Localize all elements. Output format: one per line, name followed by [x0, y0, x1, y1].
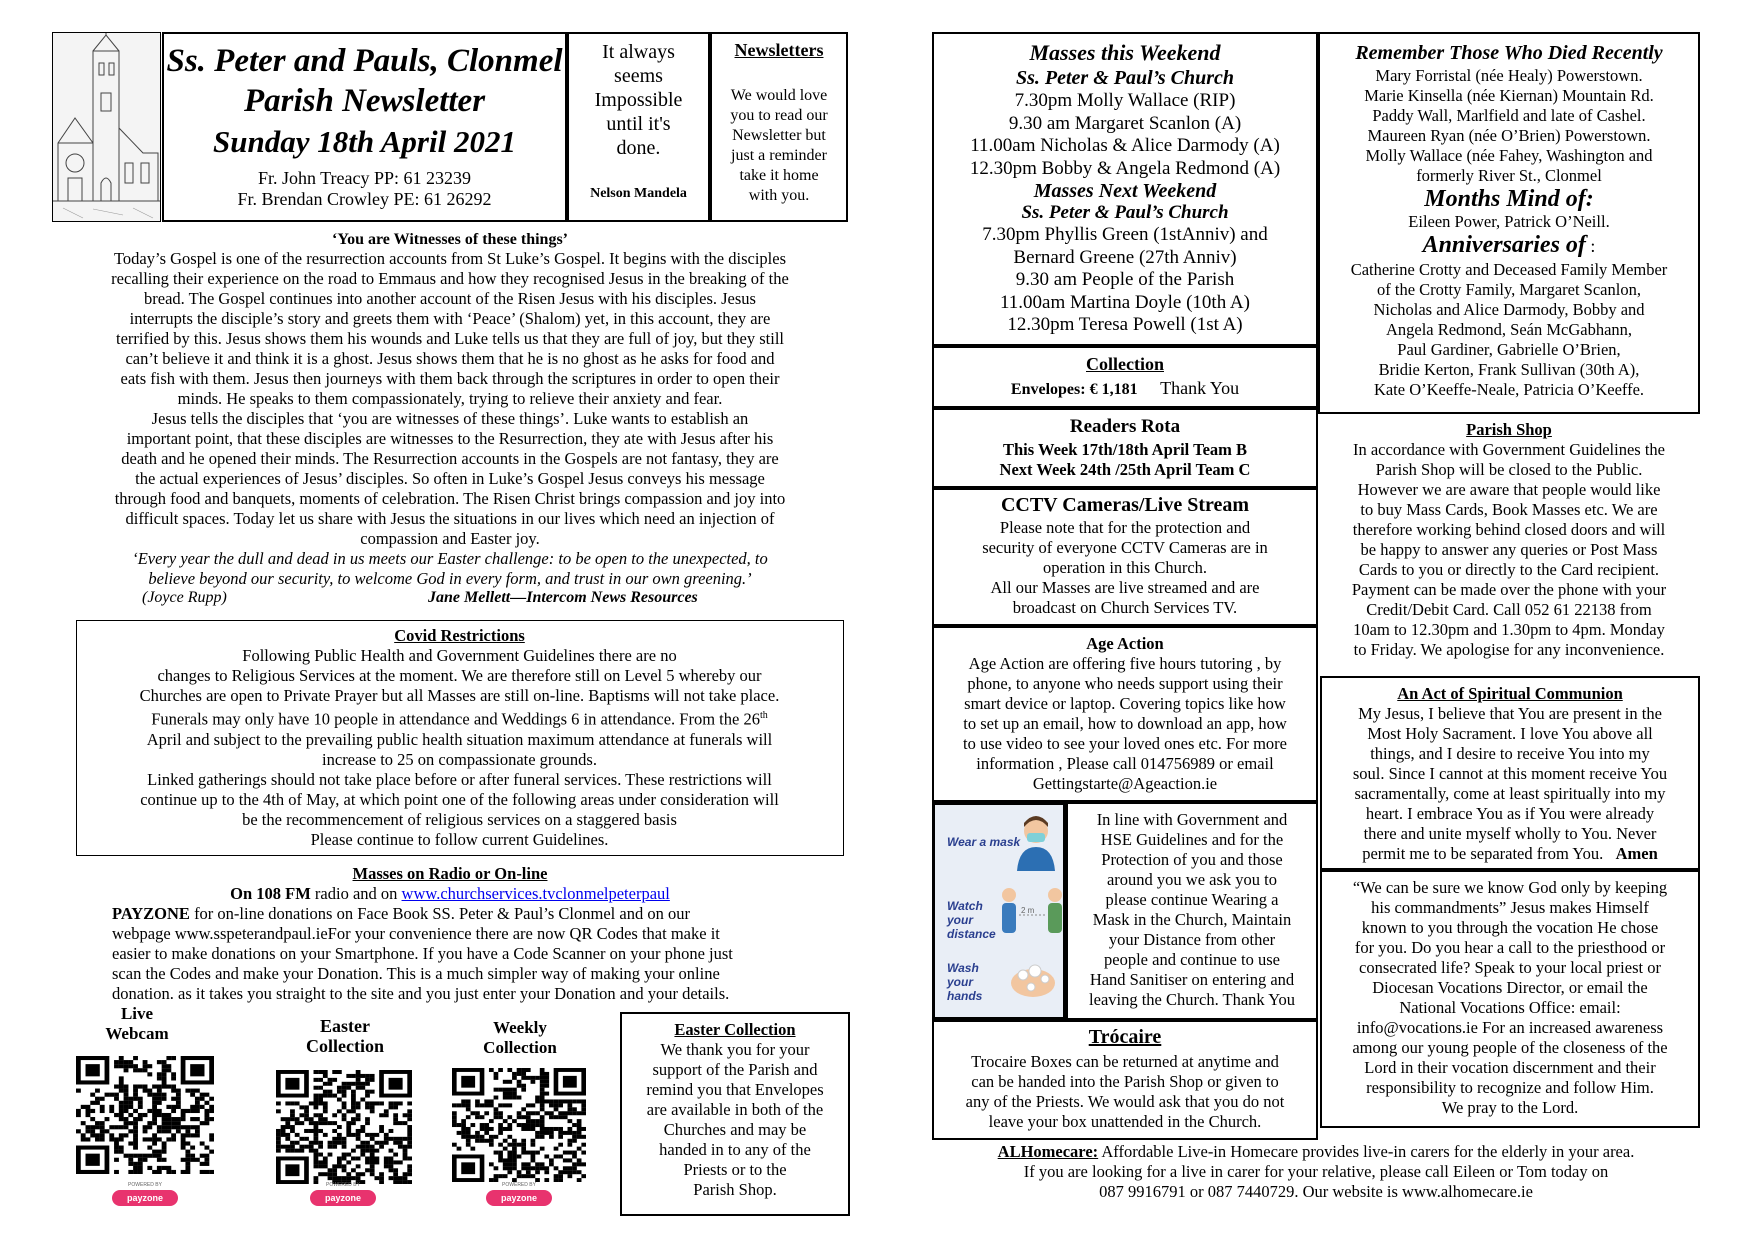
gospel-title: ‘You are Witnesses of these things’: [331, 231, 568, 248]
text-line: phone, to anyone who needs support using their: [967, 674, 1283, 693]
vocations-box: [1320, 870, 1700, 1128]
newsletters-title: Newsletters: [734, 40, 824, 60]
text-line: of the Crotty Family, Margaret Scanlon,: [1377, 280, 1641, 299]
text-line: webpage www.sspeterandpaul.ieFor your convenience there are now QR Codes that make it: [112, 924, 720, 943]
gospel-reflection: [52, 249, 848, 589]
label-line: Collection: [483, 1038, 557, 1057]
distance-label: 2 m: [1021, 906, 1035, 915]
text-line: Maureen Ryan (née O’Brien) Powerstown.: [1367, 126, 1651, 145]
collection-line: [934, 378, 1316, 399]
payzone-text: [112, 904, 812, 1004]
anniversaries-heading: [1320, 232, 1698, 259]
masses-title: Masses this Weekend: [1029, 40, 1221, 65]
newsletters-box: [710, 32, 848, 222]
trocaire-title: Trócaire: [1088, 1026, 1162, 1048]
text-line: smart device or laptop. Covering topics like how: [964, 694, 1286, 713]
text-line: things, and I desire to receive You into my: [1370, 744, 1650, 763]
age-action-box: [932, 626, 1318, 802]
text-line: be happy to answer any queries or Post Mass: [1360, 540, 1658, 559]
newsletter-date: Sunday 18th April 2021: [213, 124, 516, 159]
anniversaries-title: Anniversaries of: [1422, 232, 1586, 258]
text-line: operation in this Church.: [1042, 558, 1208, 577]
text-line: Hand Sanitiser on entering and: [1089, 970, 1295, 989]
collection-box: [932, 346, 1318, 408]
brand-text: payzone: [500, 1193, 537, 1203]
qr-code-easter[interactable]: [276, 1070, 412, 1184]
text-line: his commandments” Jesus makes Himself: [1371, 898, 1649, 917]
covid-text: [81, 646, 838, 850]
powered-by-text: POWERED BY: [326, 1182, 360, 1188]
qr-code-weekly[interactable]: [452, 1068, 586, 1182]
gospel-source: Jane Mellett—Intercom News Resources: [428, 589, 698, 606]
text-line: Bridie Kerton, Frank Sullivan (30th A),: [1378, 360, 1640, 379]
readers-title: Readers Rota: [1069, 416, 1181, 437]
label-text: Wash your hands: [947, 961, 983, 1003]
label-line: Weekly: [493, 1018, 547, 1037]
anniversaries-list: [1320, 260, 1698, 400]
text-line: Protection of you and those: [1101, 850, 1283, 869]
qr-label-easter: [280, 1016, 410, 1056]
parish-shop-section: [1318, 418, 1700, 674]
age-action-text: [934, 654, 1316, 794]
parish-title: Ss. Peter and Pauls, Clonmel: [166, 43, 563, 79]
payzone-logo: [112, 1190, 178, 1206]
text-line: [81, 706, 838, 730]
spiritual-communion-box: [1320, 676, 1700, 870]
text-line: Parish Shop.: [693, 1180, 777, 1199]
quote-line: seems: [614, 65, 663, 87]
collection-title: Collection: [1086, 354, 1164, 374]
cctv-box: [932, 488, 1318, 626]
text-line: Gettingstarte@Ageaction.ie: [1032, 774, 1218, 793]
text-line: All our Masses are live streamed and are: [990, 578, 1260, 597]
thank-you: Thank You: [1160, 378, 1240, 398]
text-line: If you are looking for a live in carer for your relative, please call Eileen or Tom today on: [1023, 1162, 1609, 1181]
text-line: your Distance from other: [1108, 930, 1276, 949]
text-line: can be handed into the Parish Shop or given to: [971, 1072, 1279, 1091]
powered-by-text: POWERED BY: [128, 1182, 162, 1188]
rupp-quote-line: ‘Every year the dull and dead in us meets our Easter challenge: to be open to the unexpected, to: [132, 549, 768, 568]
text-line: compassion and Easter joy.: [360, 529, 540, 548]
text-line: soul. Since I cannot at this moment receive You: [1352, 764, 1668, 783]
masses-next-church: Ss. Peter & Paul’s Church: [1021, 202, 1229, 223]
colon: :: [1585, 236, 1596, 256]
text-line: are available in both of the: [646, 1100, 824, 1119]
quote-line: until it's: [606, 113, 671, 135]
text-line: minds. He speaks to them compassionately, trying to relieve their anxiety and fear.: [177, 389, 723, 408]
text-line: any of the Priests. We would ask that you do not: [965, 1092, 1285, 1111]
text-line: around you we ask you to: [1106, 870, 1277, 889]
text-line: In line with Government and: [1096, 810, 1288, 829]
text-span: for on-line donations on Face Book SS. Peter & Paul’s Clonmel and on our: [189, 904, 690, 923]
text-line: In accordance with Government Guidelines the: [1352, 440, 1665, 459]
text-line: Marie Kinsella (née Kiernan) Mountain Rd.: [1364, 86, 1654, 105]
text-line: interrupts the disciple’s story and greets them with ‘Peace’ (Shalom) yet, in this account, they are: [129, 309, 771, 328]
text-line: [112, 904, 812, 924]
text-line: consecrated life? Speak to your local priest or: [1359, 958, 1661, 977]
quote-author-rupp: (Joyce Rupp): [142, 589, 227, 606]
text-line: just a reminder: [731, 147, 827, 164]
text-line: leave your box unattended in the Church.: [988, 1112, 1262, 1131]
text-line: My Jesus, I believe that You are present in the: [1358, 704, 1662, 723]
covid-restrictions-box: [76, 620, 844, 856]
text-line: We thank you for your: [660, 1040, 810, 1059]
mass-line: 11.00am Nicholas & Alice Darmody (A): [970, 135, 1280, 156]
text-line: Mask in the Church, Maintain: [1092, 910, 1292, 929]
powered-by-text: POWERED BY: [502, 1182, 536, 1188]
text-line: sacramentally, come at least spiritually into my: [1354, 784, 1666, 803]
text-line: Payment can be made over the phone with your: [1351, 580, 1667, 599]
amen: Amen: [1615, 844, 1658, 863]
qr-label-weekly: [460, 1018, 580, 1058]
payzone-logo: [486, 1190, 552, 1206]
text-line: there and unite myself wholly to You. Never: [1363, 824, 1657, 843]
mass-line: 9.30 am Margaret Scanlon (A): [1008, 112, 1242, 134]
text-line: remind you that Envelopes: [646, 1080, 824, 1099]
text-line: security of everyone CCTV Cameras are in: [982, 538, 1268, 557]
easter-collection-title: Easter Collection: [674, 1020, 796, 1039]
label-line: Easter: [320, 1016, 370, 1036]
qr-label-webcam: [82, 1004, 192, 1044]
text-line: you to read our: [730, 107, 828, 124]
text-line: Today’s Gospel is one of the resurrection accounts from St Luke’s Gospel. It begins with the disciples: [113, 249, 786, 268]
brand-text: payzone: [324, 1193, 361, 1203]
text-line: April and subject to the prevailing public health situation maximum attendance at funerals will: [146, 729, 773, 749]
text-line: to use video to see your loved ones etc. For more: [963, 734, 1287, 753]
text-line: “We can be sure we know God only by keeping: [1352, 878, 1668, 897]
text-span: permit me to be separated from You.: [1362, 844, 1604, 863]
text-line: donation. as it takes you straight to the site and you just enter your Donation and your details.: [112, 984, 730, 1003]
easter-collection-text: [622, 1040, 848, 1200]
quote-line: done.: [616, 137, 661, 159]
mass-line: 11.00am Martina Doyle (10th A): [1000, 291, 1250, 313]
text-line: Newsletter but: [732, 127, 826, 144]
mass-line: Bernard Greene (27th Anniv): [1013, 246, 1237, 268]
masses-this-weekend: [934, 90, 1316, 180]
readers-this-week: This Week 17th/18th April Team B: [1002, 440, 1248, 459]
text-line: heart. I embrace You as if You were already: [1365, 804, 1655, 823]
text-line: broadcast on Church Services TV.: [1012, 598, 1238, 617]
text-line: to buy Mass Cards, Book Masses etc. We are: [1360, 500, 1658, 519]
text-line: handed in to any of the: [659, 1140, 811, 1159]
text-line: continue up to the 4th of May, at which point one of the following areas under consideration will: [140, 789, 779, 809]
parish-shop-title: Parish Shop: [1466, 420, 1552, 439]
mask-person-icon: [1011, 813, 1061, 871]
text-line: through food and banquets, moments of celebration. The Risen Christ brings compassion and joy into: [114, 489, 786, 508]
text-line: [1322, 844, 1698, 864]
newsletter-header: [162, 32, 567, 222]
text-line: with you.: [748, 187, 810, 204]
text-line: Most Holy Sacrament. I love You above all: [1367, 724, 1653, 743]
text-line: to Friday. We apologise for any inconvenience.: [1353, 640, 1665, 659]
text-line: difficult spaces. Today let us share with Jesus the situations in our lives which need an injection of: [125, 509, 775, 528]
remember-deceased-box: [1318, 32, 1700, 414]
cctv-text: [934, 518, 1316, 618]
text-span: Affordable Live-in Homecare provides live-in carers for the elderly in your area.: [1098, 1142, 1635, 1161]
text-line: Diocesan Vocations Director, or email the: [1372, 978, 1648, 997]
text-line: formerly River St., Clonmel: [1416, 166, 1602, 185]
text-span: Funerals may only have 10 people in attendance and Weddings 6 in attendance. From the 26: [151, 709, 760, 729]
priest-pe: Fr. Brendan Crowley PE: 61 26292: [237, 189, 492, 209]
rupp-quote-line: believe beyond our security, to welcome God in every form, and trust in our own greening.’: [148, 569, 752, 588]
label-text: Watch your distance: [947, 899, 996, 941]
payzone-logo: [310, 1190, 376, 1206]
text-line: info@vocations.ie For an increased awareness: [1356, 1018, 1664, 1037]
text-line: Paddy Wall, Marlfield and late of Cashel.: [1372, 106, 1646, 125]
text-line: therefore working behind closed doors and will: [1352, 520, 1666, 539]
text-line: 087 9916791 or 087 7440729. Our website is www.alhomecare.ie: [1099, 1182, 1533, 1201]
label-line: Collection: [306, 1036, 384, 1056]
quote-line: Impossible: [594, 89, 683, 111]
readers-next-week: Next Week 24th /25th April Team C: [999, 460, 1251, 479]
church-services-link[interactable]: www.churchservices.tvclonmelpeterpaul: [401, 884, 670, 903]
radio-line: [52, 884, 848, 904]
brand-text: payzone: [126, 1193, 163, 1203]
communion-prayer: [1322, 704, 1698, 864]
mass-line: 12.30pm Bobby & Angela Redmond (A): [969, 157, 1281, 179]
masses-next-title: Masses Next Weekend: [1033, 180, 1217, 202]
masses-church: Ss. Peter & Paul’s Church: [1016, 67, 1234, 89]
text-line: Lord in their vocation discernment and their: [1364, 1058, 1656, 1077]
text-line: We pray to the Lord.: [1441, 1098, 1579, 1117]
text-line: Please note that for the protection and: [999, 518, 1251, 537]
text-line: Molly Wallace (née Fahey, Washington and: [1365, 146, 1653, 165]
text-line: to set up an email, how to download an app, how: [963, 714, 1287, 733]
text-line: Linked gatherings should not take place before or after funeral services. These restrictions will: [147, 769, 772, 789]
masses-next-weekend: [934, 224, 1316, 337]
text-line: Mary Forristal (née Healy) Powerstown.: [1375, 66, 1643, 85]
text-line: death and he opened their minds. The Resurrection accounts in the Gospels are not fantasy, they are: [121, 449, 779, 468]
watch-distance-label: [947, 899, 1007, 941]
priest-pp: Fr. John Treacy PP: 61 23239: [257, 168, 472, 188]
hand-wash-icon: [1005, 953, 1061, 1007]
text-line: among our young people of the closeness of the: [1352, 1038, 1668, 1057]
fm-label: On 108 FM: [230, 884, 311, 903]
alhomecare-advert: [930, 1142, 1702, 1202]
trocaire-box: [932, 1020, 1318, 1140]
text-line: leaving the Church. Thank You: [1089, 990, 1295, 1009]
covid-title: Covid Restrictions: [394, 626, 525, 645]
quote-author: Nelson Mandela: [590, 186, 687, 201]
envelopes-amount: Envelopes: € 1,181: [1010, 381, 1138, 398]
wash-hands-label: [947, 961, 1007, 1003]
masses-box: [932, 32, 1318, 346]
newsletter-title: Parish Newsletter: [243, 83, 486, 119]
mass-line: 9.30 am People of the Parish: [1015, 269, 1235, 290]
payzone-label: PAYZONE: [112, 904, 190, 923]
text-line: information , Please call 014756989 or email: [976, 754, 1274, 773]
trocaire-text: [934, 1052, 1316, 1132]
mass-line: 12.30pm Teresa Powell (1st A): [1007, 314, 1243, 335]
text-line: be the recommencement of religious services on a staggered basis: [242, 809, 677, 829]
text-line: can’t believe it and think it is a ghost. Jesus shows them that he is no ghost as he asks for food and: [125, 349, 775, 368]
text-line: recalling their experience on the road to Emmaus and how they recognised Jesus in the breaking of the: [111, 269, 789, 288]
text-line: people and continue to use: [1104, 950, 1280, 969]
text-line: Priests or to the: [683, 1160, 787, 1179]
text-line: We would love: [730, 87, 828, 104]
months-mind-title: Months Mind of:: [1424, 186, 1594, 212]
newsletters-text: [712, 86, 846, 206]
text-line: take it home: [739, 167, 819, 184]
church-sketch-image: [53, 33, 160, 221]
text-line: responsibility to recognize and follow Him.: [1366, 1078, 1654, 1097]
vocations-text: [1322, 878, 1698, 1118]
text-line: Nicholas and Alice Darmody, Bobby and: [1373, 300, 1645, 319]
mask-guidelines-image: [932, 802, 1066, 1020]
text-line: known to you through the vocation He chose: [1361, 918, 1659, 937]
wear-mask-label: Wear a mask: [947, 835, 1021, 849]
mask-guidelines-text: [1068, 810, 1316, 1010]
text-line: [930, 1142, 1702, 1162]
label-line: Webcam: [105, 1024, 169, 1043]
text-line: changes to Religious Services at the moment. We are therefore still on Level 5 whereby our: [157, 666, 762, 685]
text-line: the actual experiences of Jesus’ disciples. So often in Luke’s Gospel Jesus conveys his message: [135, 469, 765, 488]
quote-line: It always: [602, 41, 675, 63]
communion-title: An Act of Spiritual Communion: [1397, 684, 1623, 703]
mass-line: 7.30pm Phyllis Green (1stAnniv) and: [982, 224, 1268, 245]
text-line: eats fish with them. Jesus then journeys with them back through the scriptures in order to open their: [120, 369, 780, 388]
church-image-frame: [52, 32, 161, 222]
mandela-quote-box: [567, 32, 710, 222]
radio-title: Masses on Radio or On-line: [352, 864, 548, 883]
text-line: Trocaire Boxes can be returned at anytime and: [971, 1052, 1279, 1071]
superscript: th: [759, 710, 768, 721]
text-line: Churches and may be: [663, 1120, 807, 1139]
text-line: please continue Wearing a: [1105, 890, 1279, 909]
text-line: However we are aware that people would like: [1357, 480, 1661, 499]
quote-text: [569, 40, 708, 160]
text-line: for you. Do you hear a call to the priesthood or: [1354, 938, 1666, 957]
text-line: 10am to 12.30pm and 1.30pm to 4pm. Monday: [1353, 620, 1665, 639]
text-line: Kate O’Keeffe-Neale, Patricia O’Keeffe.: [1373, 380, 1645, 399]
remember-list: [1320, 66, 1698, 186]
text-line: support of the Parish and: [652, 1060, 818, 1079]
mask-guidelines-box: [1066, 802, 1318, 1020]
text-line: Catherine Crotty and Deceased Family Member: [1350, 260, 1668, 279]
remember-title: Remember Those Who Died Recently: [1355, 42, 1663, 64]
text-line: Credit/Debit Card. Call 052 61 22138 from: [1366, 600, 1652, 619]
text-line: Parish Shop will be closed to the Public.: [1375, 460, 1643, 479]
text-line: Jesus tells the disciples that ‘you are witnesses of these things’. Luke wants to establish an: [151, 409, 749, 428]
text-line: Following Public Health and Government Guidelines there are no: [242, 646, 677, 665]
text-line: Angela Redmond, Seán McGabhann,: [1385, 320, 1633, 339]
text-line: important point, that these disciples are witnesses to the Resurrection, they ate with Jesus after his: [126, 429, 774, 448]
text-line: Please continue to follow current Guidelines.: [310, 829, 609, 849]
text-line: bread. The Gospel continues into another account of the Risen Jesus with his disciples. Jesus: [144, 289, 756, 308]
parish-shop-text: [1318, 440, 1700, 660]
qr-code-webcam[interactable]: [76, 1056, 214, 1174]
text-line: National Vocations Office: email:: [1399, 998, 1621, 1017]
alhomecare-name: ALHomecare:: [997, 1142, 1099, 1161]
text-line: HSE Guidelines and for the: [1100, 830, 1284, 849]
text-line: scan the Codes and make your Donation. This is a much simpler way of making your online: [112, 964, 720, 983]
text-line: Churches are open to Private Prayer but all Masses are still on-line. Baptisms will not take place.: [139, 686, 780, 705]
text-line: Age Action are offering five hours tutoring , by: [968, 654, 1282, 673]
mass-line: 7.30pm Molly Wallace (RIP): [1014, 90, 1236, 111]
label-line: Live: [120, 1004, 154, 1023]
text-span: radio and on: [310, 884, 402, 903]
text-line: Paul Gardiner, Gabrielle O’Brien,: [1397, 340, 1621, 359]
readers-rota-box: [932, 408, 1318, 488]
text-line: Cards to you or directly to the Card recipient.: [1358, 560, 1660, 579]
months-mind-names: Eileen Power, Patrick O’Neill.: [1408, 212, 1610, 231]
text-line: easier to make donations on your Smartphone. If you have a Code Scanner on your phone just: [112, 944, 733, 963]
easter-collection-box: [620, 1012, 850, 1216]
text-line: increase to 25 on compassionate grounds.: [322, 749, 597, 769]
cctv-title: CCTV Cameras/Live Stream: [1000, 494, 1250, 516]
age-action-title: Age Action: [1086, 634, 1164, 653]
text-line: terrified by this. Jesus shows them his wounds and Luke tells us that they are full of joy, but they still: [115, 329, 784, 348]
